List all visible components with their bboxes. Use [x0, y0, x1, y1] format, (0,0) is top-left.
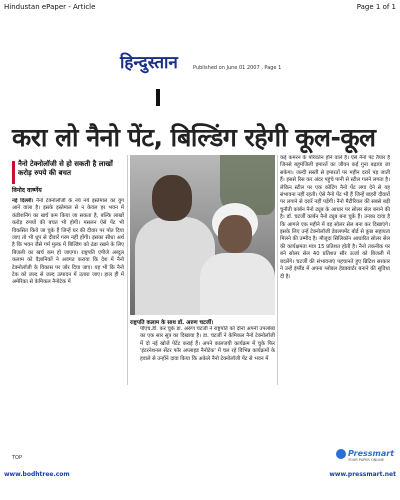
pressmart-logo-icon — [336, 449, 346, 459]
article-marker — [156, 89, 160, 106]
page-number: Page 1 of 1 — [356, 3, 396, 11]
newspaper-logo: हिन्दुस्तान — [120, 53, 178, 73]
pressmart-logo-text: Pressmart — [348, 449, 395, 458]
article-headline: करा लो नैनो पेंट, बिल्डिंग रहेगी कूल-कूल — [12, 123, 376, 152]
photo-person-left-head — [152, 175, 192, 221]
photo-person-right — [200, 253, 275, 315]
pressmart-link[interactable]: www.pressmart.net — [329, 470, 396, 478]
browser-print-header — [4, 2, 396, 12]
column-1-text: नैनो टेक्नोलॉजी के नये नये इस्तेमाल का युग आने वाला है। इसके इस्तेमाल से न केवल हर भवन में कंडीशनिंग का खर्च कम किया जा सकता है, बल्कि लाखों करोड़ रुपयों की बचत भी होगी। मसलन ऐसे पेंट भी विकसित किये जा चुके हैं जिन्हें घर की दीवार पर पोत दिया जाए तो भी धूप से दीवारें गरम नहीं होंगी। इसका सीधा अर्थ है कि भवन जैसे गर्म मुल्क में बिल्डिंग को ठंडा रखने के लिए बिजली का खर्च कम हो जाएगा। राष्ट्रपति एपीजे अब्दुल कलाम को वैज्ञानिकों ने अवगत कराया कि देश में नैनो टेक्नोलॉजी के विकास पर जोर दिया जाए। यह भी कि नैनो टेक को जल्द से जल्द उत्पादन में उतारा जाए। हाल ही में अमेरिका से केमिकल नैनोटेक में — [12, 198, 124, 286]
article-column-3: कई कमरन के परिवर्तन होने वाले हैं। ऐसे नैनो पेंट तैयार हैं जिनसे बहुमंजिली इमारतें का जीवन कई गुना बढ़ाया जा सकेगा। जल्दी सस्ती से इमारतों पर महीन दरारें पड़ जाती हैं। इससे रिस कर अंदर पहुंचे पानी से स्टील गलने लगता है। लेकिन स्टील पर एक कोटिंग नैनो पेंट लगा देने से यह संभावना नहीं रहती। ऐसे नैनो पेंट भी हैं जिन्हें बाहरी दीवारों पर लगाने से दरारें नहीं पड़ेंगी। नैनो मैटीरियल की सबसे बड़ी चुनौती कार्बन नैनो ट्यूब के आधार पर सोलर सेल बनाने की है। डॉ. चटर्जी कार्बन नैनो ट्यूब बना चुके हैं। उनका दावा है कि आगले एक महीने में वह सोलर सेल बना कर दिखाएंगे। इसके लिए उन्हें टेक्नोलॉजी डेवलपमेंट बोर्ड से कुछ सहायता मिलने की उम्मीद है। मौजूदा सिलिकॉन आधारित सोलर सेल की कार्यक्षमता मात्र 15 प्रतिशत होती है। नैनो तकनीक पर बने सोलर सेल 40 प्रतिशत सौर ऊर्जा को बिजली में बदलेंगे। चटर्जी की संभावनाएं पहचानते हुए ब्रिटिश सरकार ने उन्हें इंग्लैंड में अपना ग्लोबल हेडक्वार्टर बनाने की सुविधा दी है। — [280, 155, 390, 280]
masthead — [0, 50, 400, 80]
footer — [4, 468, 396, 480]
article-column-2: पीएच.डी. कर चुके डा. अरुण चटर्जी ने राष्ट्रपति को दोनों अपनी उपलब्धि का एक सार सूत्र का दिखाया है। डा. चटर्जी ने केमिकल नैनो टेक्नोलॉजी में दो नई खोजें पेटेंट कराई हैं। अपने कालजयी कार्यक्रम में चुके फिर 'इंटरनेशनल सेंटर फॉर अप्लाइड नैनोटेक' में चल रहे विभिन्न कार्यक्रमों के हवाले से उन्होंने दावा किया कि अकेले नैनो टेक्नोलॉजी पेंट से भवन में — [140, 326, 275, 362]
article-byline: विनोद वार्ष्णेय — [12, 187, 42, 194]
browser-title: Hindustan ePaper - Article — [4, 3, 96, 11]
pressmart-logo-tagline: YOUR PAPER ONLINE — [348, 458, 385, 462]
dateline: नई दिल्ली। — [12, 198, 34, 204]
article-photo — [130, 155, 275, 315]
article-column-1 — [12, 198, 124, 378]
kicker-accent-bar — [12, 161, 15, 184]
bodhtree-link[interactable]: www.bodhtree.com — [4, 470, 70, 478]
photo-caption: राष्ट्रपति कलाम के साथ डॉ. अरुण चटर्जी। — [130, 320, 214, 326]
column-divider — [127, 155, 128, 385]
column-divider — [277, 155, 278, 385]
photo-person-right-head — [218, 215, 252, 253]
top-link[interactable]: TOP — [12, 455, 23, 461]
article-kicker: नैनो टेक्नोलॉजी से हो सकती है लाखों करोड़ रुपये की बचत — [18, 160, 113, 177]
publish-info: Published on June 01 2007 , Page 1 — [193, 65, 282, 71]
pressmart-logo — [336, 447, 395, 463]
